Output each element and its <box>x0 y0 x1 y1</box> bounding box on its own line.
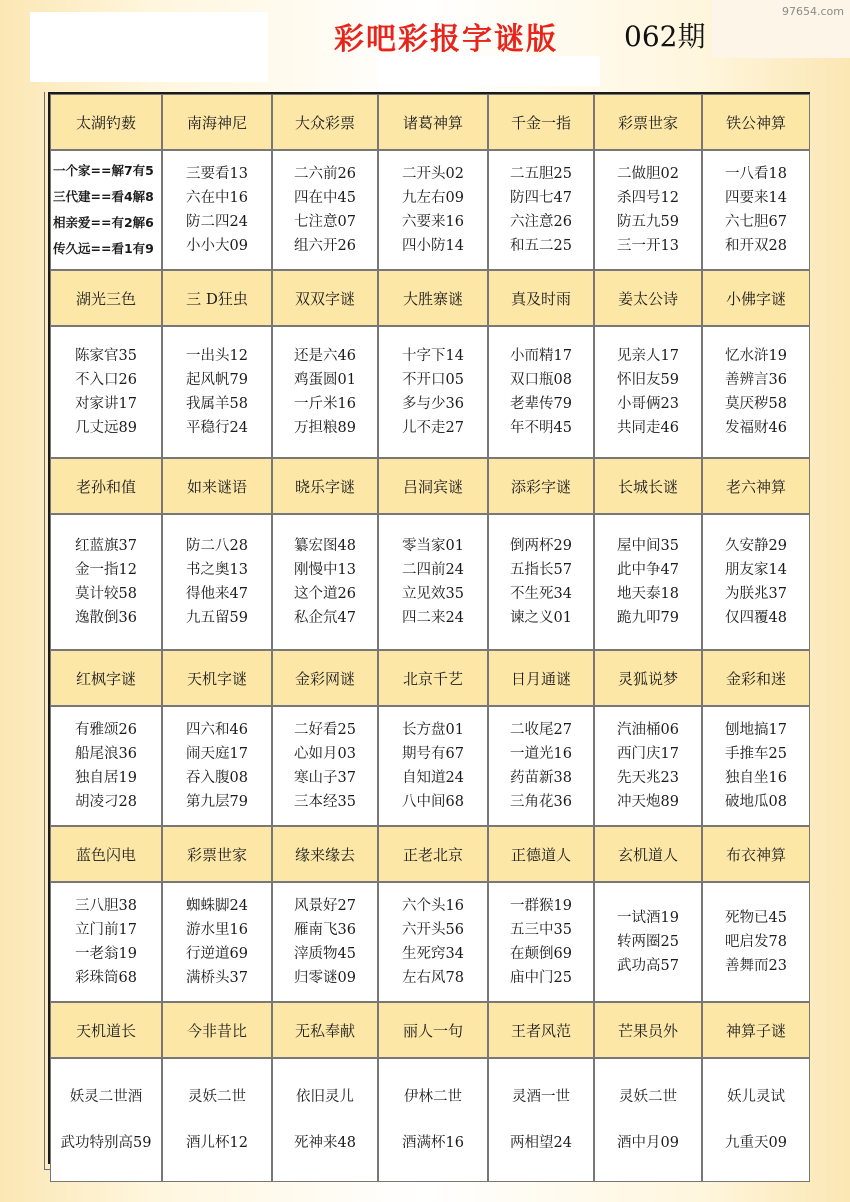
column-header: 灵狐说梦 <box>594 650 702 706</box>
riddle-line: 善辨言36 <box>725 372 787 388</box>
riddle-line: 七注意07 <box>294 214 356 230</box>
riddle-line: 船尾浪36 <box>75 746 137 762</box>
riddle-cell <box>488 706 594 826</box>
column-header: 太湖钓薮 <box>50 94 162 150</box>
riddle-line: 吞入腹08 <box>186 770 248 786</box>
riddle-line: 一群猴19 <box>510 898 572 914</box>
riddle-line: 六个头16 <box>402 898 464 914</box>
riddle-line: 相亲爱==有2解6 <box>53 215 154 230</box>
riddle-cell <box>50 150 162 270</box>
watermark: 97654.com <box>782 5 844 18</box>
riddle-line: 一个家==解7有5 <box>53 163 154 178</box>
riddle-line: 三要看13 <box>186 166 248 182</box>
riddle-line: 自知道24 <box>402 770 464 786</box>
blank-header-patch-left <box>30 12 268 82</box>
riddle-line: 心如月03 <box>294 746 356 762</box>
column-header: 三 D狂虫 <box>162 270 272 326</box>
riddle-cell <box>378 150 488 270</box>
riddle-cell <box>488 326 594 458</box>
column-header: 大众彩票 <box>272 94 378 150</box>
riddle-line: 屋中间35 <box>617 538 679 554</box>
riddle-line: 防二四24 <box>186 214 248 230</box>
riddle-cell <box>702 150 810 270</box>
riddle-line: 冲天炮89 <box>617 794 679 810</box>
column-header: 添彩字谜 <box>488 458 594 514</box>
riddle-line: 红蓝旗37 <box>75 538 137 554</box>
riddle-line: 善舞而23 <box>725 958 787 974</box>
riddle-line: 六七胆67 <box>725 214 787 230</box>
column-header: 千金一指 <box>488 94 594 150</box>
riddle-line: 二开头02 <box>402 166 464 182</box>
table-left-shadow <box>44 92 45 1170</box>
riddle-line: 胡凌刁28 <box>75 794 137 810</box>
riddle-cell <box>50 514 162 650</box>
riddle-line: 游水里16 <box>186 922 248 938</box>
riddle-cell <box>272 882 378 1002</box>
riddle-line: 平稳行24 <box>186 420 248 436</box>
riddle-cell <box>50 706 162 826</box>
riddle-line: 纂宏图48 <box>294 538 356 554</box>
riddle-line: 谏之义01 <box>510 610 572 626</box>
riddle-cell <box>702 882 810 1002</box>
riddle-line: 三本经35 <box>294 794 356 810</box>
column-header: 长城长谜 <box>594 458 702 514</box>
riddle-line: 陈家官35 <box>75 348 137 364</box>
riddle-line: 手推车25 <box>725 746 787 762</box>
riddle-line: 忆水浒19 <box>725 348 787 364</box>
riddle-line: 先天兆23 <box>617 770 679 786</box>
riddle-line: 三八胆38 <box>75 898 137 914</box>
riddle-line: 灵妖二世 <box>619 1089 677 1105</box>
riddle-cell <box>488 882 594 1002</box>
riddle-line: 防五九59 <box>617 214 679 230</box>
riddle-line: 彩珠筒68 <box>75 970 137 986</box>
riddle-line: 书之奥13 <box>186 562 248 578</box>
riddle-line: 和五二25 <box>510 238 572 254</box>
issue-number: 062期 <box>624 20 706 53</box>
column-header: 彩票世家 <box>594 94 702 150</box>
riddle-line: 传久远==看1有9 <box>53 241 154 256</box>
riddle-line: 三角花36 <box>510 794 572 810</box>
column-header: 正德道人 <box>488 826 594 882</box>
column-header: 诸葛神算 <box>378 94 488 150</box>
riddle-line: 寒山子37 <box>294 770 356 786</box>
riddle-line: 药苗新38 <box>510 770 572 786</box>
riddle-cell <box>272 706 378 826</box>
riddle-table <box>48 92 810 1164</box>
riddle-line: 死神来48 <box>294 1135 356 1151</box>
riddle-line: 生死窍34 <box>402 946 464 962</box>
riddle-line: 逸散倒36 <box>75 610 137 626</box>
riddle-line: 九左右09 <box>402 190 464 206</box>
riddle-line: 二好看25 <box>294 722 356 738</box>
riddle-line: 久安静29 <box>725 538 787 554</box>
riddle-cell <box>488 1058 594 1182</box>
riddle-line: 酒中月09 <box>617 1135 679 1151</box>
column-header: 南海神尼 <box>162 94 272 150</box>
column-header: 晓乐字谜 <box>272 458 378 514</box>
riddle-line: 防二八28 <box>186 538 248 554</box>
riddle-line: 两相望24 <box>510 1135 572 1151</box>
riddle-line: 汽油桶06 <box>617 722 679 738</box>
blank-header-patch-middle <box>378 56 600 86</box>
riddle-line: 一老翁19 <box>75 946 137 962</box>
riddle-line: 独自坐16 <box>725 770 787 786</box>
riddle-line: 和开双28 <box>725 238 787 254</box>
riddle-line: 儿不走27 <box>402 420 464 436</box>
riddle-line: 还是六46 <box>294 348 356 364</box>
column-header: 北京千艺 <box>378 650 488 706</box>
riddle-line: 十字下14 <box>402 348 464 364</box>
riddle-line: 一八看18 <box>725 166 787 182</box>
riddle-line: 一道光16 <box>510 746 572 762</box>
riddle-line: 鸡蛋圆01 <box>294 372 356 388</box>
column-header: 布衣神算 <box>702 826 810 882</box>
riddle-cell <box>50 882 162 1002</box>
riddle-line: 九重天09 <box>725 1135 787 1151</box>
riddle-line: 六注意26 <box>510 214 572 230</box>
column-header: 王者风范 <box>488 1002 594 1058</box>
riddle-line: 期号有67 <box>402 746 464 762</box>
riddle-line: 二五胆25 <box>510 166 572 182</box>
riddle-line: 发福财46 <box>725 420 787 436</box>
riddle-line: 长方盘01 <box>402 722 464 738</box>
riddle-line: 妖灵二世酒 <box>69 1089 143 1105</box>
riddle-cell <box>272 514 378 650</box>
riddle-line: 妖儿灵试 <box>727 1089 785 1105</box>
riddle-line: 雁南飞36 <box>294 922 356 938</box>
riddle-line: 怀旧友59 <box>617 372 679 388</box>
riddle-cell <box>594 706 702 826</box>
riddle-line: 武功特别高59 <box>60 1135 152 1151</box>
riddle-line: 小小大09 <box>186 238 248 254</box>
riddle-line: 多与少36 <box>402 396 464 412</box>
riddle-cell <box>594 882 702 1002</box>
riddle-line: 八中间68 <box>402 794 464 810</box>
riddle-line: 归零谜09 <box>294 970 356 986</box>
column-header: 小佛字谜 <box>702 270 810 326</box>
riddle-cell <box>162 150 272 270</box>
column-header: 姜太公诗 <box>594 270 702 326</box>
riddle-line: 五指长57 <box>510 562 572 578</box>
column-header: 天机道长 <box>50 1002 162 1058</box>
riddle-line: 酒儿杯12 <box>186 1135 248 1151</box>
column-header: 金彩网谜 <box>272 650 378 706</box>
column-header: 金彩和迷 <box>702 650 810 706</box>
riddle-line: 死物已45 <box>725 910 787 926</box>
riddle-line: 见亲人17 <box>617 348 679 364</box>
column-header: 老六神算 <box>702 458 810 514</box>
riddle-line: 仅四覆48 <box>725 610 787 626</box>
column-header: 今非昔比 <box>162 1002 272 1058</box>
column-header: 真及时雨 <box>488 270 594 326</box>
riddle-line: 吧启发78 <box>725 934 787 950</box>
riddle-line: 不入口26 <box>75 372 137 388</box>
riddle-line: 小而精17 <box>510 348 572 364</box>
riddle-line: 四六和46 <box>186 722 248 738</box>
riddle-cell <box>50 1058 162 1182</box>
riddle-line: 闹天庭17 <box>186 746 248 762</box>
column-header: 无私奉献 <box>272 1002 378 1058</box>
riddle-cell <box>162 326 272 458</box>
riddle-line: 这个道26 <box>294 586 356 602</box>
riddle-line: 地天泰18 <box>617 586 679 602</box>
riddle-line: 对家讲17 <box>75 396 137 412</box>
riddle-line: 莫计较58 <box>75 586 137 602</box>
riddle-line: 年不明45 <box>510 420 572 436</box>
riddle-line: 杀四号12 <box>617 190 679 206</box>
riddle-line: 不生死34 <box>510 586 572 602</box>
riddle-line: 朋友家14 <box>725 562 787 578</box>
riddle-line: 防四七47 <box>510 190 572 206</box>
riddle-line: 三一开13 <box>617 238 679 254</box>
riddle-line: 老辈传79 <box>510 396 572 412</box>
riddle-line: 倒两杯29 <box>510 538 572 554</box>
riddle-cell <box>594 1058 702 1182</box>
riddle-line: 伊林二世 <box>404 1089 462 1105</box>
riddle-cell <box>378 706 488 826</box>
riddle-line: 双口瓶08 <box>510 372 572 388</box>
column-header: 芒果员外 <box>594 1002 702 1058</box>
column-header: 吕洞宾谜 <box>378 458 488 514</box>
riddle-line: 酒满杯16 <box>402 1135 464 1151</box>
riddle-cell <box>702 514 810 650</box>
riddle-cell <box>162 514 272 650</box>
riddle-cell <box>594 326 702 458</box>
riddle-line: 四小防14 <box>402 238 464 254</box>
riddle-line: 立门前17 <box>75 922 137 938</box>
riddle-line: 破地瓜08 <box>725 794 787 810</box>
riddle-cell <box>272 150 378 270</box>
riddle-line: 一出头12 <box>186 348 248 364</box>
riddle-line: 庙中门25 <box>510 970 572 986</box>
riddle-line: 第九层79 <box>186 794 248 810</box>
riddle-line: 转两圈25 <box>617 934 679 950</box>
page-title: 彩吧彩报字谜版 <box>334 22 558 57</box>
column-header: 天机字谜 <box>162 650 272 706</box>
riddle-line: 九五留59 <box>186 610 248 626</box>
riddle-line: 六在中16 <box>186 190 248 206</box>
riddle-line: 刨地搞17 <box>725 722 787 738</box>
riddle-line: 四在中45 <box>294 190 356 206</box>
column-header: 神算子谜 <box>702 1002 810 1058</box>
riddle-line: 灵妖二世 <box>188 1089 246 1105</box>
column-header: 铁公神算 <box>702 94 810 150</box>
riddle-cell <box>378 1058 488 1182</box>
riddle-line: 组六开26 <box>294 238 356 254</box>
riddle-line: 跪九叩79 <box>617 610 679 626</box>
riddle-line: 二收尾27 <box>510 722 572 738</box>
riddle-line: 五三中35 <box>510 922 572 938</box>
riddle-line: 灵酒一世 <box>512 1089 570 1105</box>
riddle-cell <box>594 150 702 270</box>
riddle-line: 我属羊58 <box>186 396 248 412</box>
riddle-line: 一斤米16 <box>294 396 356 412</box>
column-header: 蓝色闪电 <box>50 826 162 882</box>
riddle-cell <box>488 150 594 270</box>
riddle-line: 蜘蛛脚24 <box>186 898 248 914</box>
column-header: 正老北京 <box>378 826 488 882</box>
riddle-line: 共同走46 <box>617 420 679 436</box>
riddle-line: 四二来24 <box>402 610 464 626</box>
riddle-line: 二做胆02 <box>617 166 679 182</box>
riddle-cell <box>378 326 488 458</box>
column-header: 缘来缘去 <box>272 826 378 882</box>
column-header: 老孙和值 <box>50 458 162 514</box>
column-header: 如来谜语 <box>162 458 272 514</box>
riddle-line: 二六前26 <box>294 166 356 182</box>
riddle-line: 在颠倒69 <box>510 946 572 962</box>
column-header: 湖光三色 <box>50 270 162 326</box>
riddle-line: 滓质物45 <box>294 946 356 962</box>
riddle-line: 万担粮89 <box>294 420 356 436</box>
riddle-line: 几丈远89 <box>75 420 137 436</box>
riddle-line: 依旧灵儿 <box>296 1089 354 1105</box>
riddle-line: 武功高57 <box>617 958 679 974</box>
riddle-line: 独自居19 <box>75 770 137 786</box>
riddle-line: 左右风78 <box>402 970 464 986</box>
riddle-line: 行逆道69 <box>186 946 248 962</box>
riddle-line: 西门庆17 <box>617 746 679 762</box>
riddle-line: 不开口05 <box>402 372 464 388</box>
column-header: 彩票世家 <box>162 826 272 882</box>
riddle-line: 六开头56 <box>402 922 464 938</box>
riddle-line: 私企氘47 <box>294 610 356 626</box>
column-header: 丽人一句 <box>378 1002 488 1058</box>
riddle-line: 刚慢中13 <box>294 562 356 578</box>
riddle-cell <box>378 882 488 1002</box>
riddle-line: 得他来47 <box>186 586 248 602</box>
riddle-line: 二四前24 <box>402 562 464 578</box>
riddle-cell <box>162 882 272 1002</box>
riddle-line: 立见效35 <box>402 586 464 602</box>
riddle-line: 小哥俩23 <box>617 396 679 412</box>
riddle-cell <box>272 1058 378 1182</box>
riddle-line: 一试酒19 <box>617 910 679 926</box>
riddle-line: 有雅颂26 <box>75 722 137 738</box>
riddle-line: 金一指12 <box>75 562 137 578</box>
riddle-line: 莫厌秽58 <box>725 396 787 412</box>
riddle-cell <box>162 706 272 826</box>
riddle-cell <box>162 1058 272 1182</box>
riddle-cell <box>488 514 594 650</box>
riddle-line: 起风帆79 <box>186 372 248 388</box>
column-header: 大胜寨谜 <box>378 270 488 326</box>
column-header: 双双字谜 <box>272 270 378 326</box>
riddle-line: 四要来14 <box>725 190 787 206</box>
riddle-line: 为朕兆37 <box>725 586 787 602</box>
riddle-cell <box>50 326 162 458</box>
column-header: 红枫字谜 <box>50 650 162 706</box>
riddle-line: 三代建==看4解8 <box>53 189 154 204</box>
riddle-cell <box>272 326 378 458</box>
column-header: 日月通谜 <box>488 650 594 706</box>
riddle-line: 此中争47 <box>617 562 679 578</box>
riddle-line: 满桥头37 <box>186 970 248 986</box>
riddle-line: 六要来16 <box>402 214 464 230</box>
riddle-cell <box>702 706 810 826</box>
riddle-line: 风景好27 <box>294 898 356 914</box>
riddle-cell <box>702 326 810 458</box>
riddle-cell <box>702 1058 810 1182</box>
riddle-line: 零当家01 <box>402 538 464 554</box>
riddle-cell <box>594 514 702 650</box>
riddle-cell <box>378 514 488 650</box>
column-header: 玄机道人 <box>594 826 702 882</box>
